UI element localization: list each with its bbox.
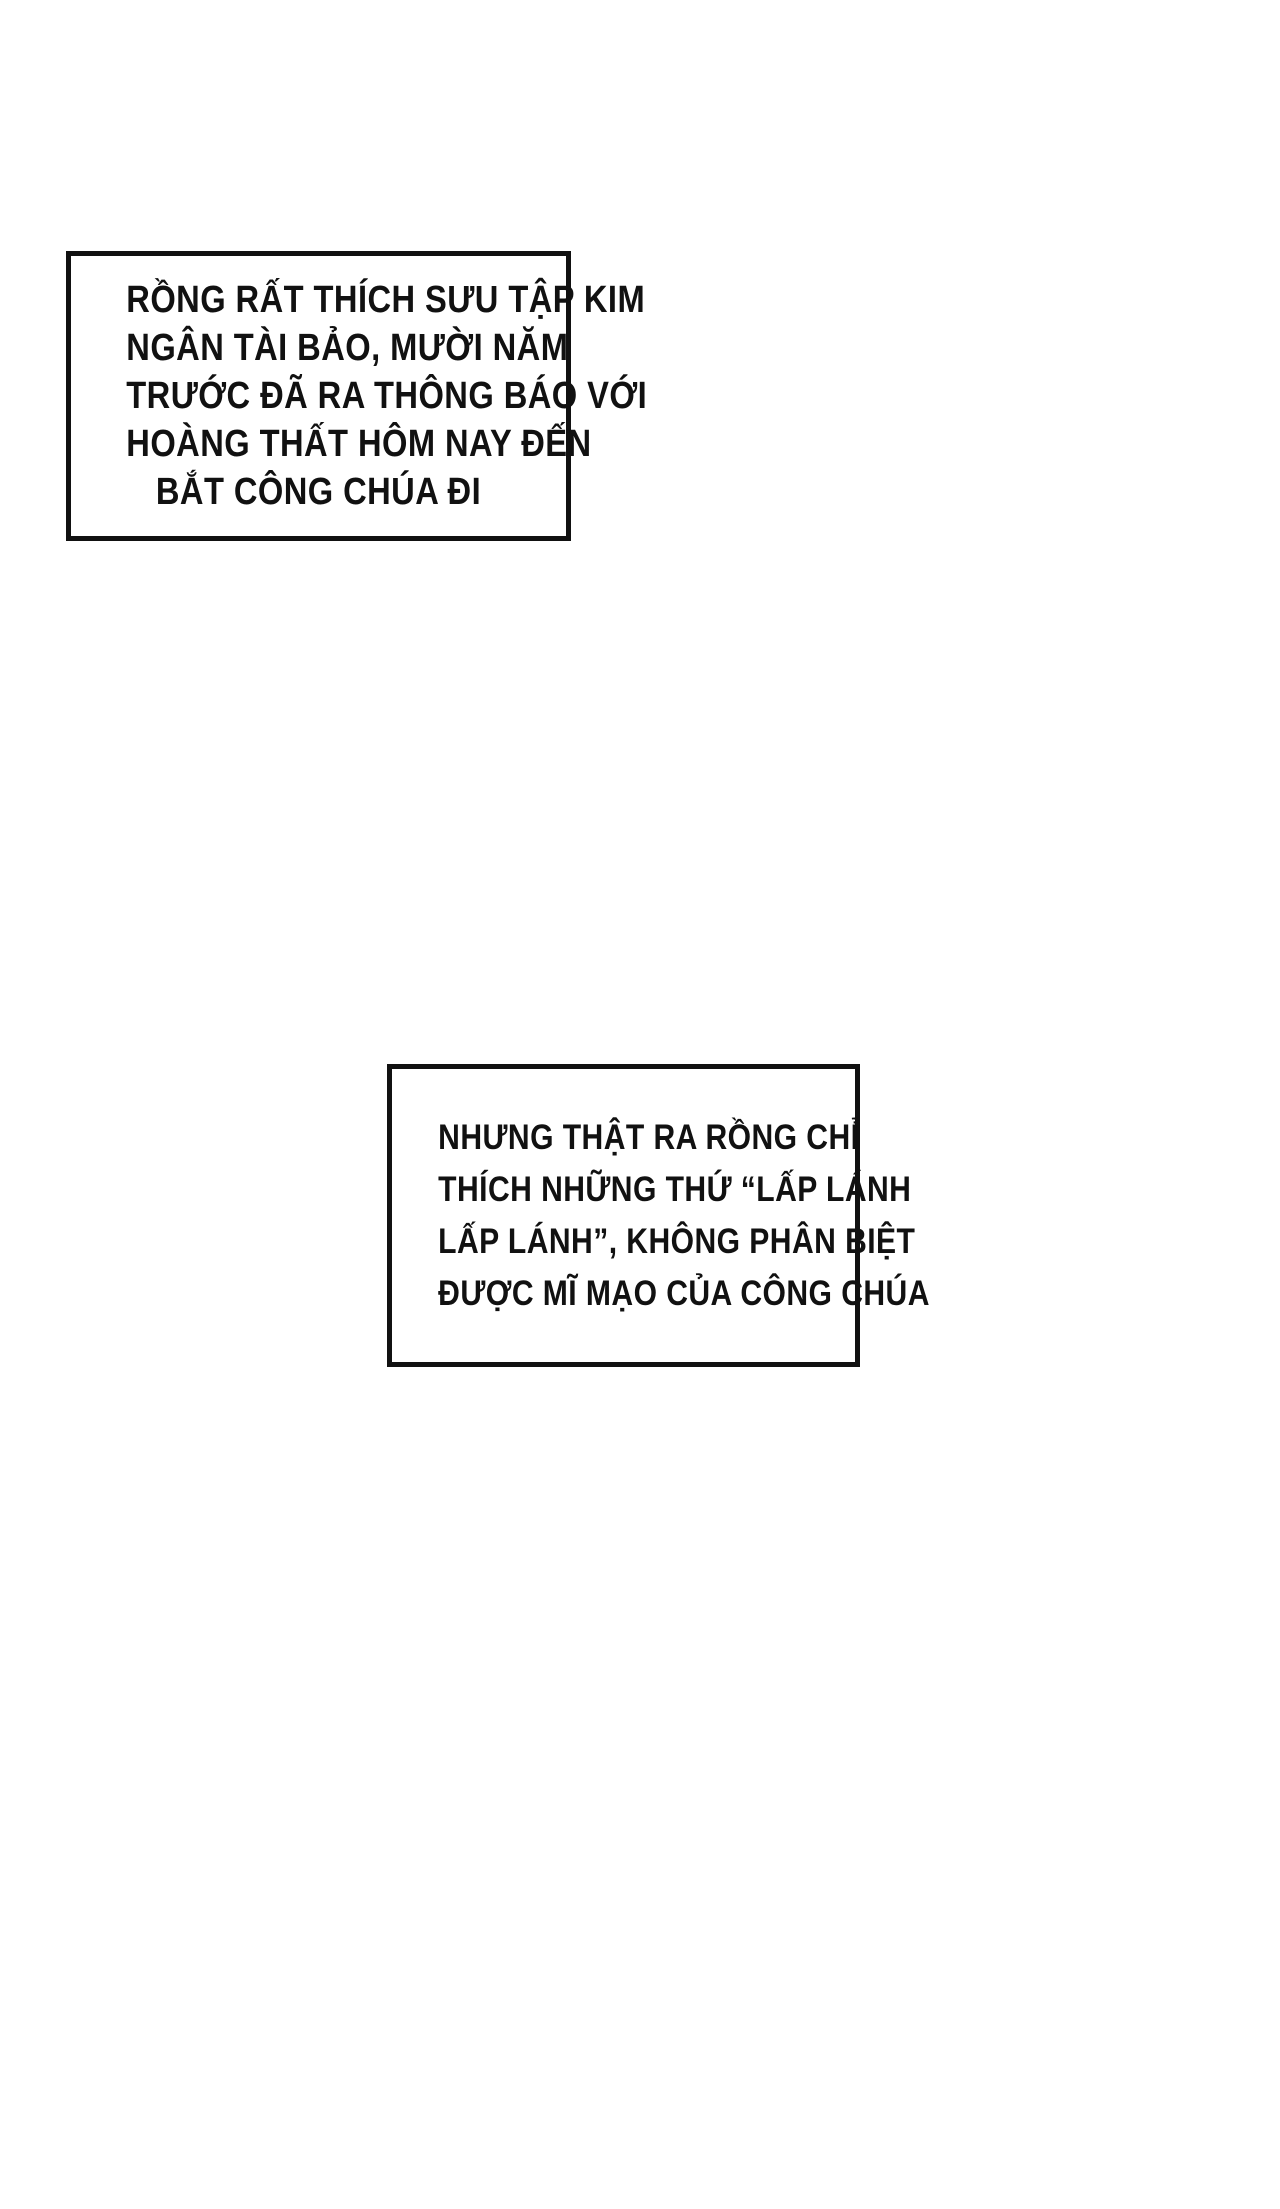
speech-line: RỒNG RẤT THÍCH SƯU TẬP KIM (126, 279, 646, 321)
speech-box-narration-1 (66, 251, 648, 541)
speech-line: TRƯỚC ĐÃ RA THÔNG BÁO VỚI (126, 375, 648, 417)
speech-line: NHƯNG THẬT RA RỒNG CHỈ (438, 1117, 860, 1157)
speech-line: THÍCH NHỮNG THỨ “LẤP LÁNH (438, 1169, 912, 1209)
speech-line: NGÂN TÀI BẢO, MƯỜI NĂM (126, 327, 569, 369)
speech-line: BẮT CÔNG CHÚA ĐI (155, 471, 482, 513)
speech-line: LẤP LÁNH”, KHÔNG PHÂN BIỆT (438, 1221, 916, 1261)
speech-box-narration-2 (387, 1064, 930, 1367)
speech-line: HOÀNG THẤT HÔM NAY ĐẾN (126, 423, 592, 465)
speech-line: ĐƯỢC MĨ MẠO CỦA CÔNG CHÚA (438, 1273, 930, 1313)
